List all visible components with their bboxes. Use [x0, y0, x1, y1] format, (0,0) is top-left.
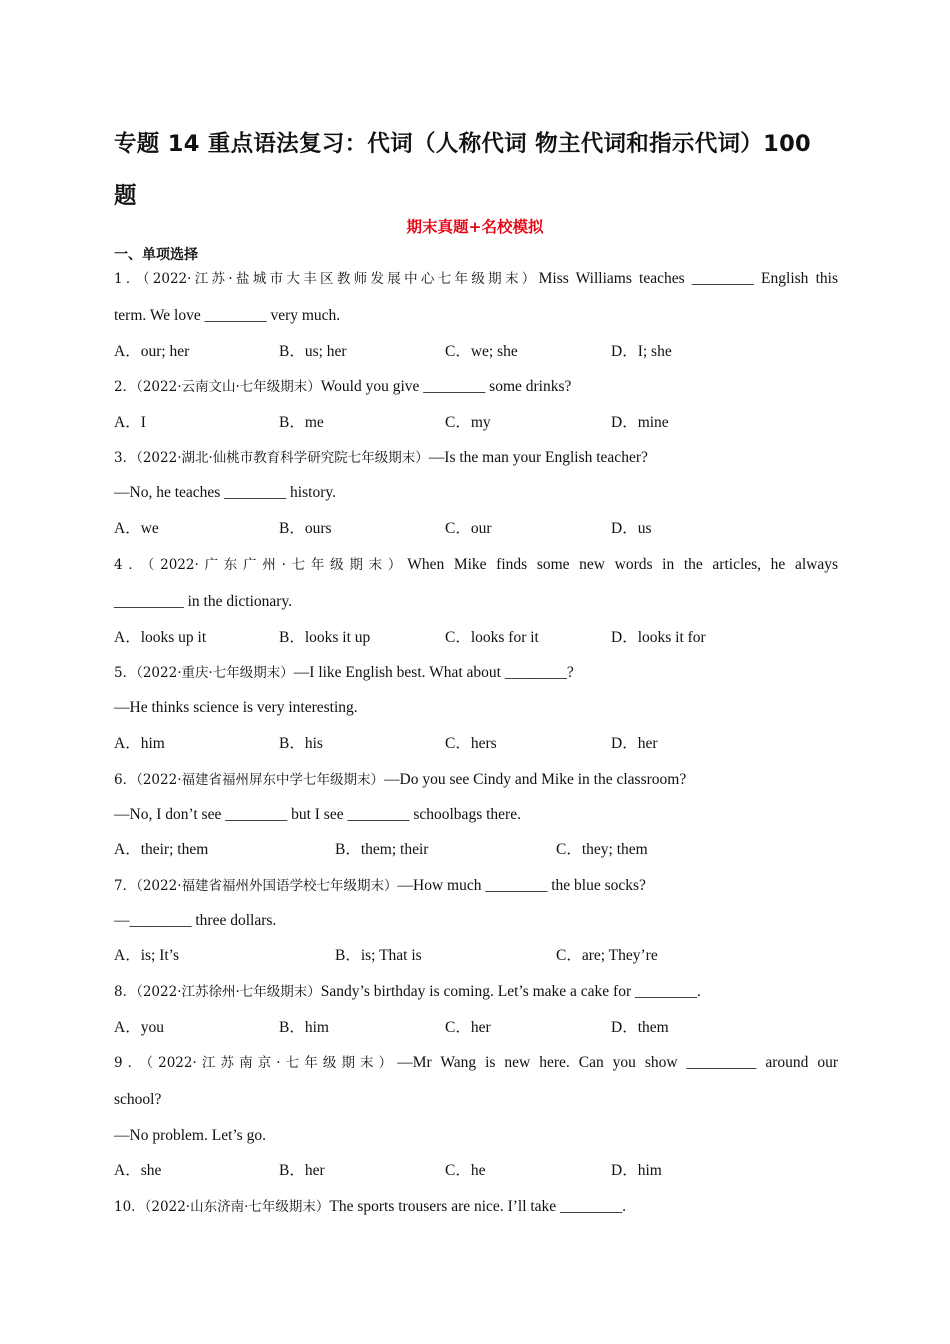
question-stem [114, 555, 838, 575]
answer-option: C．he [445, 1162, 486, 1179]
question-stem [114, 982, 838, 1002]
question-source: 7．（2022·福建省福州外国语学校七年级期末） [114, 878, 398, 894]
question-line [114, 698, 838, 718]
question-text: term. We love ________ very much. [114, 307, 341, 324]
answer-option: D．them [611, 1019, 669, 1036]
answer-option: C．are; They’re [556, 947, 658, 964]
answer-option: C．her [445, 1019, 491, 1036]
question-text: —No problem. Let’s go. [114, 1127, 266, 1144]
answer-option: D．I; she [611, 343, 672, 360]
answer-option: B．is; That is [335, 947, 422, 964]
question-line [114, 483, 838, 503]
question-source: 1．（2022·江苏·盐城市大丰区教师发展中心七年级期末） [114, 271, 539, 287]
answer-option: B．ours [279, 520, 332, 537]
question-stem [114, 663, 838, 683]
answer-option: D．mine [611, 414, 669, 431]
question-text: —No, he teaches ________ history. [114, 484, 336, 501]
question-stem [114, 1053, 838, 1073]
answer-option: A．we [114, 520, 159, 537]
answer-option: B．us; her [279, 343, 347, 360]
answer-option: C．my [445, 414, 491, 431]
question-line [114, 1090, 838, 1110]
page-title: 专题 14 重点语法复习：代词（人称代词 物主代词和指示代词）100 题 [114, 131, 811, 209]
answer-option: D．looks it for [611, 629, 706, 646]
answer-option: A．our; her [114, 343, 190, 360]
answer-option: A．looks up it [114, 629, 207, 646]
answer-option: C．they; them [556, 841, 648, 858]
answer-option: C．we; she [445, 343, 518, 360]
page-subtitle: 期末真题+名校模拟 [406, 218, 544, 236]
question-text: Miss Williams teaches ________ English this [538, 270, 838, 287]
answer-option: A．is; It’s [114, 947, 180, 964]
question-text: —Is the man your English teacher? [428, 449, 648, 466]
question-text: When Mike finds some new words in the articles, he always [407, 556, 838, 573]
answer-option: D．us [611, 520, 652, 537]
question-line [114, 306, 838, 326]
question-source: 5．（2022·重庆·七年级期末） [114, 665, 294, 681]
answer-option: B．them; their [335, 841, 429, 858]
question-text: —How much ________ the blue socks? [397, 877, 646, 894]
question-source: 8．（2022·江苏徐州·七年级期末） [114, 984, 321, 1000]
question-source: 10．（2022·山东济南·七年级期末） [114, 1199, 330, 1215]
question-text: —Mr Wang is new here. Can you show _________ around our [397, 1054, 838, 1071]
answer-option: C．our [445, 520, 492, 537]
question-source: 2．（2022·云南文山·七年级期末） [114, 379, 321, 395]
question-text: The sports trousers are nice. I’ll take ________. [329, 1198, 626, 1215]
question-text: —________ three dollars. [114, 912, 277, 929]
question-text: _________ in the dictionary. [114, 593, 293, 610]
question-text: school? [114, 1091, 162, 1108]
answer-option: C．hers [445, 735, 497, 752]
answer-option: C．looks for it [445, 629, 539, 646]
question-text: Would you give ________ some drinks? [320, 378, 572, 395]
answer-option: A．I [114, 414, 146, 431]
question-text: —No, I don’t see ________ but I see ________ schoolbags there. [114, 806, 521, 823]
question-text: Sandy’s birthday is coming. Let’s make a cake for ________. [320, 983, 701, 1000]
question-source: 9．（2022·江苏南京·七年级期末） [114, 1055, 398, 1071]
answer-option: A．their; them [114, 841, 209, 858]
question-source: 3．（2022·湖北·仙桃市教育科学研究院七年级期末） [114, 450, 429, 466]
question-source: 6．（2022·福建省福州屏东中学七年级期末） [114, 772, 384, 788]
question-line [114, 805, 838, 825]
answer-option: B．his [279, 735, 323, 752]
question-stem [114, 269, 838, 289]
question-line [114, 592, 838, 612]
question-stem [114, 448, 838, 468]
answer-option: D．him [611, 1162, 662, 1179]
section-heading: 一、单项选择 [114, 247, 198, 263]
answer-option: A．him [114, 735, 165, 752]
question-stem [114, 770, 838, 790]
answer-option: A．you [114, 1019, 164, 1036]
question-source: 4．（2022·广东广州·七年级期末） [114, 557, 408, 573]
question-stem [114, 377, 838, 397]
answer-option: D．her [611, 735, 658, 752]
answer-option: A．she [114, 1162, 162, 1179]
answer-option: B．her [279, 1162, 325, 1179]
answer-option: B．looks it up [279, 629, 371, 646]
question-text: —He thinks science is very interesting. [114, 699, 358, 716]
question-line [114, 911, 838, 931]
question-line [114, 1126, 838, 1146]
question-stem [114, 876, 838, 896]
question-text: —I like English best. What about ________? [293, 664, 574, 681]
question-stem [114, 1197, 838, 1217]
answer-option: B．him [279, 1019, 329, 1036]
question-text: —Do you see Cindy and Mike in the classroom? [384, 771, 687, 788]
answer-option: B．me [279, 414, 324, 431]
